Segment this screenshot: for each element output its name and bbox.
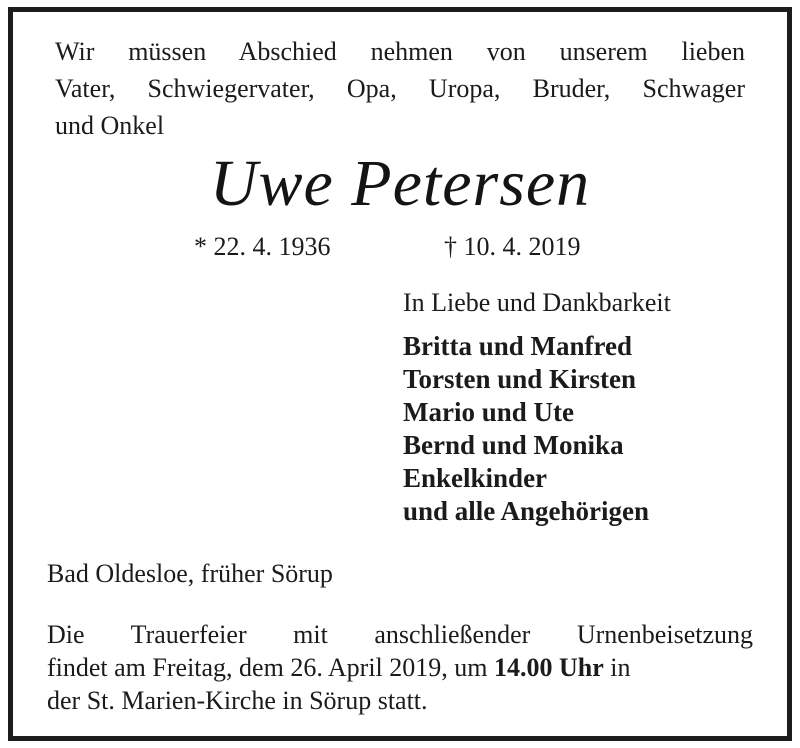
mourners-block <box>403 286 671 528</box>
ceremony-line-2 <box>47 651 753 684</box>
family-entry: Enkelkinder <box>403 463 548 493</box>
family-entry: Britta und Manfred <box>403 331 633 361</box>
birth-date: * 22. 4. 1936 <box>194 232 331 261</box>
family-list <box>403 330 671 528</box>
intro-line-2: Vater, Schwiegervater, Opa, Uropa, Bruder, Schwager <box>55 74 745 103</box>
ceremony-line-2-post: in <box>603 653 631 682</box>
place-text: Bad Oldesloe, früher Sörup <box>47 559 333 588</box>
ceremony-text <box>47 618 753 717</box>
ceremony-line-2-pre: findet am Freitag, dem 26. April 2019, um <box>47 653 494 682</box>
ceremony-line-1: Die Trauerfeier mit anschließender Urnenbeisetzung <box>47 620 753 649</box>
intro-text <box>55 33 755 144</box>
family-entry: und alle Angehörigen <box>403 496 650 526</box>
family-entry: Torsten und Kirsten <box>403 364 637 394</box>
family-entry: Mario und Ute <box>403 397 574 427</box>
mourners-intro: In Liebe und Dankbarkeit <box>403 288 671 317</box>
intro-line-1: Wir müssen Abschied nehmen von unserem lieben <box>55 37 745 66</box>
death-date: † 10. 4. 2019 <box>444 232 581 261</box>
ceremony-line-3: der St. Marien-Kirche in Sörup statt. <box>47 686 428 715</box>
intro-line-3: und Onkel <box>55 111 165 140</box>
ceremony-time: 14.00 Uhr <box>494 653 604 682</box>
deceased-name: Uwe Petersen <box>209 147 591 220</box>
family-entry: Bernd und Monika <box>403 430 624 460</box>
